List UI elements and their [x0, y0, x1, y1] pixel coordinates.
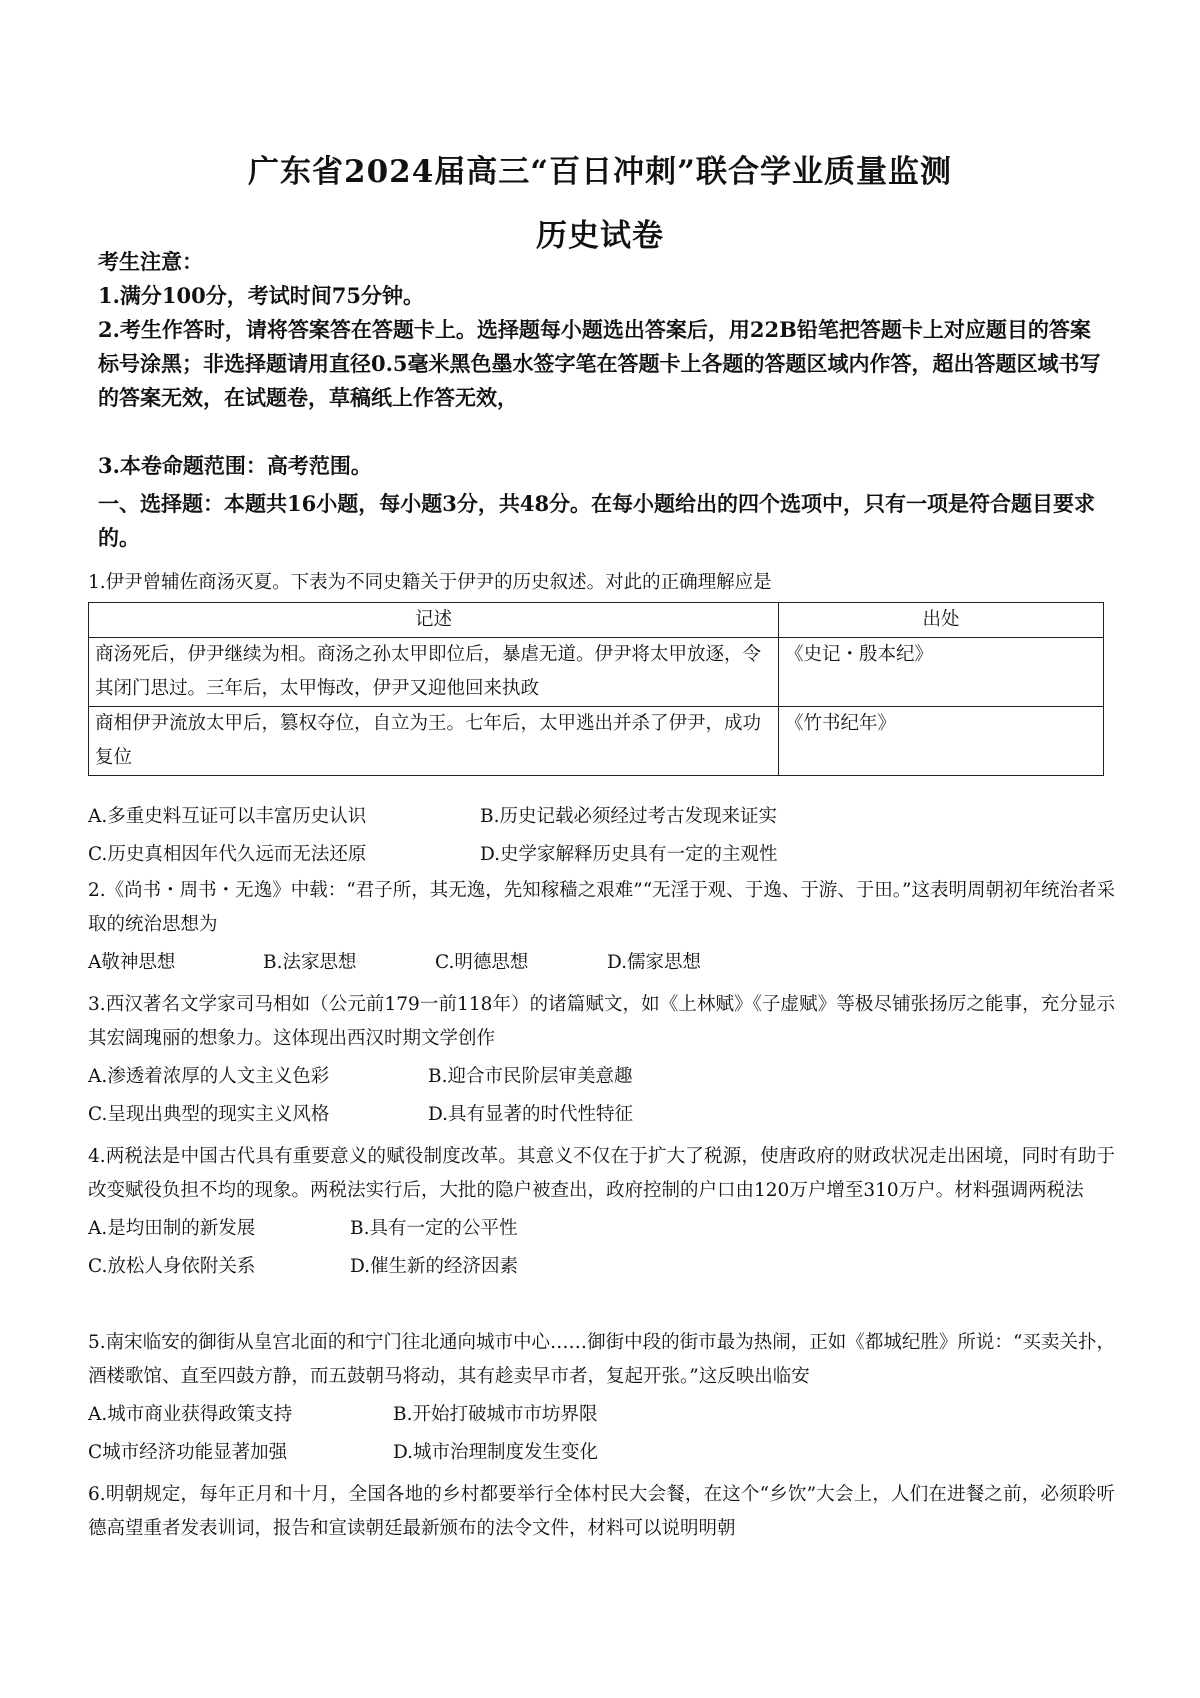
section-instructions: 一、选择题：本题共16小题，每小题3分，共48分。在每小题给出的四个选项中，只有一项是符合题目要求的。	[98, 491, 1096, 550]
table-cell-source: 《史记・殷本纪》	[779, 638, 1104, 707]
option-b: B.迎合市民阶层审美意趣	[428, 1066, 633, 1087]
option-c: C.明德思想	[435, 952, 529, 973]
question-4-stem: 4.两税法是中国古代具有重要意义的赋役制度改革。其意义不仅在于扩大了税源，使唐政府的财政状况走出困境，同时有助于改变赋役负担不均的现象。两税法实行后，大批的隐户被查出，政府控制的户口由120万户增至310万户。材料强调两税法	[88, 1146, 1115, 1201]
table-cell-record: 商相伊尹流放太甲后，篡权夺位，自立为王。七年后，太甲逃出并杀了伊尹，成功复位	[89, 707, 779, 776]
option-b: B.开始打破城市市坊界限	[393, 1404, 598, 1425]
option-c: C城市经济功能显著加强	[88, 1442, 288, 1463]
question-1-stem: 1.伊尹曾辅佐商汤灭夏。下表为不同史籍关于伊尹的历史叙述。对此的正确理解应是	[88, 572, 772, 593]
notice-item-1: 1.满分100分，考试时间75分钟。	[98, 283, 424, 308]
question-2-stem: 2.《尚书・周书・无逸》中载：“君子所，其无逸，先知稼穑之艰难”“无淫于观、于逸、于游、于田。”这表明周朝初年统治者采取的统治思想为	[88, 880, 1115, 935]
option-a: A.城市商业获得政策支持	[88, 1404, 293, 1425]
source-table	[88, 602, 1104, 776]
notice-item-3: 3.本卷命题范围：高考范围。	[98, 453, 372, 478]
question-4	[88, 1140, 1115, 1284]
option-d: D.催生新的经济因素	[350, 1256, 519, 1277]
option-c: C.历史真相因年代久远而无法还原	[88, 844, 367, 865]
question-6-stem: 6.明朝规定，每年正月和十月，全国各地的乡村都要举行全体村民大会餐，在这个“乡饮”大会上，人们在进餐之前，必须聆听德高望重者发表训词，报告和宣读朝廷最新颁布的法令文件，材料可以说明明朝	[88, 1484, 1115, 1539]
option-d: D.史学家解释历史具有一定的主观性	[480, 844, 778, 865]
exam-title: 广东省2024届高三“百日冲刺”联合学业质量监测	[248, 154, 952, 190]
notice-item-2: 2.考生作答时，请将答案答在答题卡上。选择题每小题选出答案后，用22B铅笔把答题卡上对应题目的答案标号涂黑；非选择题请用直径0.5毫米黑色墨水签字笔在答题卡上各题的答题区域内作答，超出答题区域书写的答案无效，在试题卷，草稿纸上作答无效，	[98, 317, 1101, 410]
option-a: A.渗透着浓厚的人文主义色彩	[88, 1066, 330, 1087]
question-5	[88, 1326, 1115, 1470]
option-c: C.放松人身依附关系	[88, 1256, 256, 1277]
table-row	[89, 707, 1104, 776]
notice-heading: 考生注意：	[98, 249, 203, 274]
exam-subject-title: 历史试卷	[536, 218, 664, 254]
option-c: C.呈现出典型的现实主义风格	[88, 1104, 330, 1125]
question-5-stem: 5.南宋临安的御街从皇宫北面的和宁门往北通向城市中心……御街中段的街市最为热闹，正如《都城纪胜》所说：“买卖关扑，酒楼歌馆、直至四鼓方静，而五鼓朝马将动，其有趁卖早市者，复起开张。”这反映出临安	[88, 1332, 1115, 1387]
option-b: B.历史记载必须经过考古发现来证实	[480, 806, 777, 827]
question-2	[88, 874, 1115, 980]
question-1-options	[88, 800, 1115, 872]
table-cell-record: 商汤死后，伊尹继续为相。商汤之孙太甲即位后，暴虐无道。伊尹将太甲放逐，令其闭门思过。三年后，太甲悔改，伊尹又迎他回来执政	[89, 638, 779, 707]
question-3-stem: 3.西汉著名文学家司马相如（公元前179一前118年）的诸篇赋文，如《上林赋》《子虚赋》等极尽铺张扬厉之能事，充分显示其宏阔瑰丽的想象力。这体现出西汉时期文学创作	[88, 994, 1115, 1049]
option-a: A.是均田制的新发展	[88, 1218, 256, 1239]
option-a: A敬神思想	[88, 952, 176, 973]
option-d: D.城市治理制度发生变化	[393, 1442, 599, 1463]
question-3	[88, 988, 1115, 1132]
table-header-record: 记述	[89, 603, 779, 638]
option-d: D.具有显著的时代性特征	[428, 1104, 634, 1125]
option-b: B.法家思想	[263, 952, 357, 973]
option-b: B.具有一定的公平性	[350, 1218, 518, 1239]
option-d: D.儒家思想	[607, 952, 702, 973]
table-cell-source: 《竹书纪年》	[779, 707, 1104, 776]
option-a: A.多重史料互证可以丰富历史认识	[88, 806, 367, 827]
question-6	[88, 1478, 1115, 1546]
table-header-source: 出处	[779, 603, 1104, 638]
table-row	[89, 638, 1104, 707]
